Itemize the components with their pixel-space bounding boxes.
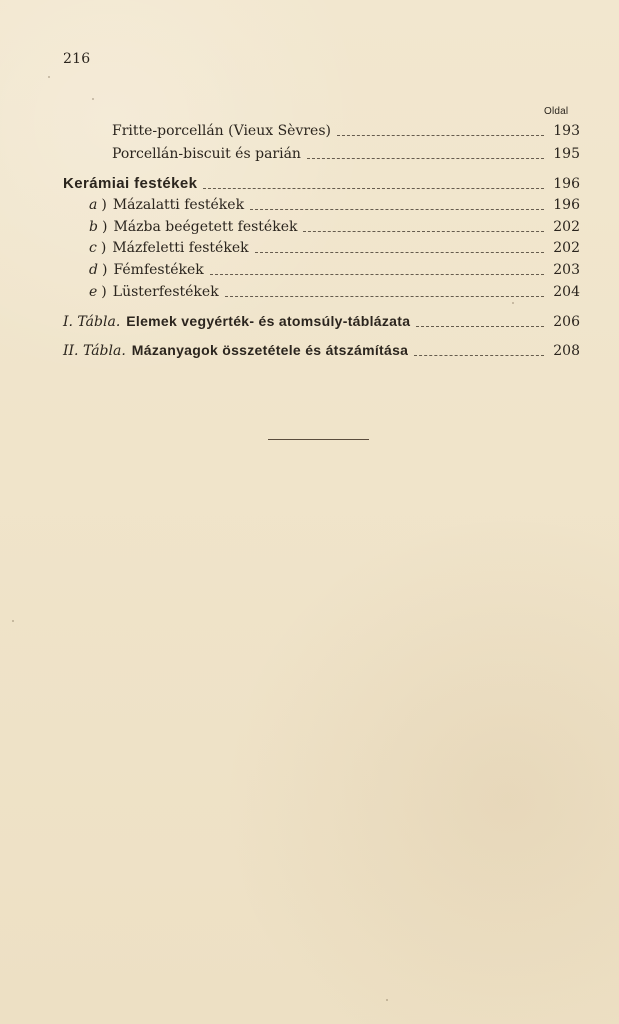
- toc-entry-page: 195: [553, 146, 580, 162]
- dot-leader: [250, 209, 544, 210]
- paper-speck: [48, 76, 50, 78]
- table-prefix: I. Tábla.: [63, 314, 121, 330]
- subentry-text: Mázba beégetett festékek: [113, 219, 298, 235]
- table-entry-label: [63, 312, 410, 331]
- dot-leader: [414, 355, 544, 356]
- subentry-prefix: d: [89, 262, 98, 278]
- subentry-prefix: a: [89, 197, 98, 213]
- section-page: 196: [553, 176, 580, 192]
- subentry-prefix: e: [89, 284, 98, 300]
- subentry-text: Mázfeletti festékek: [112, 240, 249, 256]
- subentry-parenthesis: ): [100, 240, 107, 256]
- subentry-parenthesis: ): [101, 262, 108, 278]
- paper-speck: [386, 999, 388, 1001]
- dot-leader: [307, 158, 544, 159]
- page-number: 216: [63, 51, 91, 67]
- subentry-parenthesis: ): [101, 284, 107, 300]
- subentry-text: Fémfestékek: [113, 262, 204, 278]
- page-column-header: Oldal: [544, 106, 569, 117]
- subentry-parenthesis: ): [101, 197, 107, 213]
- toc-entry-label: Fritte-porcellán (Vieux Sèvres): [112, 123, 331, 139]
- dot-leader: [337, 135, 544, 136]
- toc-section-keramiai-festekek: [63, 175, 580, 193]
- subentry-page: 196: [553, 197, 580, 213]
- subentry-label: [89, 239, 249, 257]
- toc-subentry-a: [89, 196, 580, 214]
- paper-speck: [512, 302, 514, 304]
- paper-speck: [12, 620, 14, 622]
- paper-speck: [92, 98, 94, 100]
- dot-leader: [255, 252, 544, 253]
- toc-entry-label: Porcellán-biscuit és parián: [112, 146, 301, 162]
- toc-subentry-c: [89, 239, 580, 257]
- table-title: Mázanyagok összetétele és átszámítása: [131, 342, 409, 358]
- subentry-prefix: c: [89, 240, 97, 256]
- table-title: Elemek vegyérték- és atomsúly-táblázata: [126, 313, 411, 329]
- dot-leader: [303, 231, 544, 232]
- toc-entry-porcellan-biscuit: [112, 145, 580, 163]
- dot-leader: [416, 326, 544, 327]
- subentry-label: [89, 196, 244, 214]
- dot-leader: [203, 188, 544, 189]
- section-divider: [268, 439, 369, 440]
- table-page: 208: [553, 343, 580, 359]
- toc-entry-page: 193: [553, 123, 580, 139]
- subentry-page: 202: [553, 219, 580, 235]
- subentry-label: [89, 283, 219, 301]
- dot-leader: [225, 296, 544, 297]
- toc-entry-fritte: [112, 122, 580, 140]
- toc-table-1: [63, 313, 580, 331]
- section-title: Kerámiai festékek: [63, 175, 198, 192]
- subentry-label: [89, 218, 297, 236]
- toc-subentry-e: [89, 283, 580, 301]
- dot-leader: [210, 274, 544, 275]
- subentry-page: 204: [553, 284, 580, 300]
- subentry-label: [89, 261, 204, 279]
- subentry-page: 203: [553, 262, 580, 278]
- subentry-parenthesis: ): [101, 219, 108, 235]
- table-entry-label: [63, 341, 408, 360]
- table-prefix: II. Tábla.: [63, 343, 126, 359]
- subentry-page: 202: [553, 240, 580, 256]
- subentry-text: Mázalatti festékek: [112, 197, 245, 213]
- subentry-text: Lüsterfestékek: [112, 284, 219, 300]
- subentry-prefix: b: [89, 219, 98, 235]
- toc-subentry-d: [89, 261, 580, 279]
- toc-table-2: [63, 342, 580, 360]
- toc-subentry-b: [89, 218, 580, 236]
- table-page: 206: [553, 314, 580, 330]
